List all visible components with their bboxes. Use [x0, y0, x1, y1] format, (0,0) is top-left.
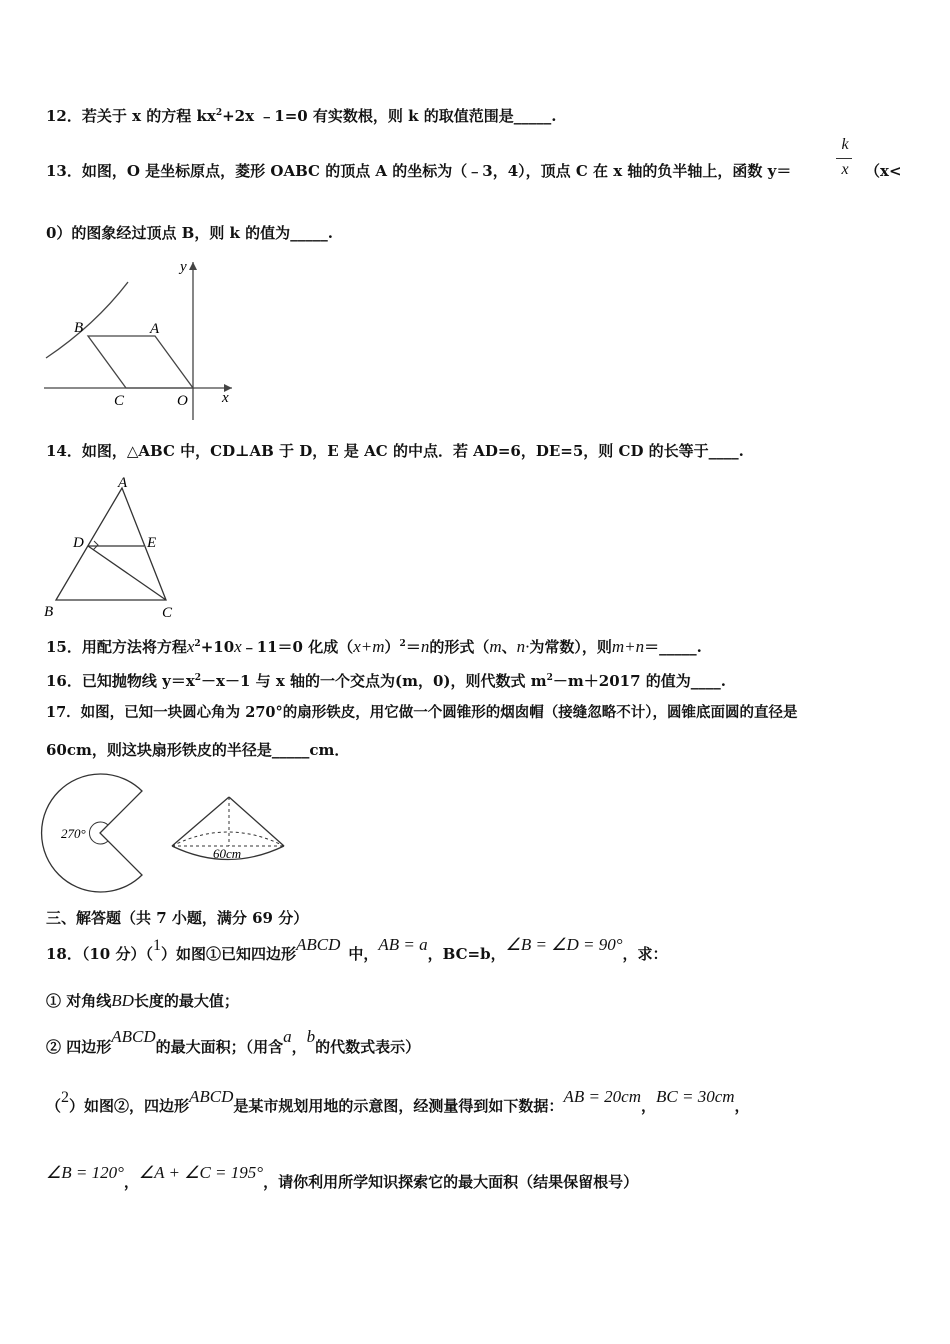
question-18-part-2-conditions: ∠B = 120°，∠A + ∠C = 195°，请你利用所学知识探索它的最大面积（结果保留根号） — [46, 1163, 639, 1191]
angle-label: 270° — [61, 826, 86, 841]
label-d: D — [73, 535, 84, 551]
answer-blank: _____ — [659, 638, 697, 656]
question-18-item-2: ② 四边形ABCD的最大面积；（用含a，b的代数式表示） — [46, 1027, 421, 1056]
question-13-line1: 13．如图，O 是坐标原点，菱形 OABC 的顶点 A 的坐标为（﹣3，4），顶点 C 在 x 轴的负半轴上，函数 y＝ — [46, 162, 792, 180]
question-12: 12．若关于 x 的方程 $kx^2+2x$ ﹣1=0 有实数根，则 k 的取值范围是_____. — [46, 107, 557, 125]
label-c: C — [114, 393, 125, 409]
diameter-label: 60cm — [213, 846, 242, 861]
label-o: O — [177, 393, 188, 409]
label-b: B — [44, 604, 54, 620]
label-e: E — [147, 535, 157, 551]
label-x: x — [222, 390, 229, 406]
question-18-part-2: （2）如图②，四边形ABCD是某市规划用地的示意图，经测量得到如下数据：AB = 20cm，BC = 30cm， — [46, 1087, 750, 1115]
question-13-condition: （x< — [865, 162, 902, 180]
fraction-numerator: k — [841, 136, 849, 153]
fraction-denominator: x — [841, 161, 849, 178]
cone-left-edge — [172, 797, 229, 846]
question-17-line2: 60cm，则这块扇形铁皮的半径是_____cm． — [46, 741, 350, 759]
question-13-line2: 0）的图象经过顶点 B，则 k 的值为_____. — [46, 224, 333, 242]
fraction-bar — [836, 158, 852, 159]
answer-blank: _____ — [513, 107, 552, 125]
question-18-intro: 18．（10 分）（1）如图①已知四边形ABCD 中，AB = a，BC=b，∠B = ∠D = 90°，求： — [46, 935, 668, 963]
answer-blank: ____ — [690, 672, 721, 690]
answer-blank: _____ — [271, 741, 310, 759]
question-15: 15．用配方法将方程$x^2+10x﹣11=0$ 化成$(x+m)^2=n$的形式（m、n·为常数），则m+n＝_____. — [46, 637, 702, 656]
label-c: C — [162, 605, 173, 621]
section-3-heading: 三、解答题（共 7 小题，满分 69 分） — [46, 909, 309, 927]
label-a: A — [150, 321, 160, 337]
question-16: 16．已知抛物线 $y=x^2-x-1$ 与 x 轴的一个交点为(m，0)，则代数式 $m^2-m+2017$ 的值为____. — [46, 672, 726, 690]
question-18-item-1: ① 对角线BD长度的最大值； — [46, 991, 239, 1010]
cone-right-edge — [229, 797, 284, 846]
answer-blank: _____ — [290, 224, 328, 242]
label-a: A — [118, 475, 128, 491]
label-b: B — [74, 320, 84, 336]
label-y: y — [180, 259, 187, 275]
question-14: 14．如图，△ABC 中，CD⊥AB 于 D，E 是 AC 的中点．若 AD=6，DE=5，则 CD 的长等于____. — [46, 442, 744, 460]
question-17-line1: 17．如图，已知一块圆心角为 270°的扇形铁皮，用它做一个圆锥形的烟囱帽（接缝忽略不计），圆锥底面圆的直径是 — [46, 704, 798, 721]
cone-base-back — [172, 832, 284, 846]
answer-blank: ____ — [708, 442, 739, 460]
figure-17-cone — [0, 0, 320, 900]
